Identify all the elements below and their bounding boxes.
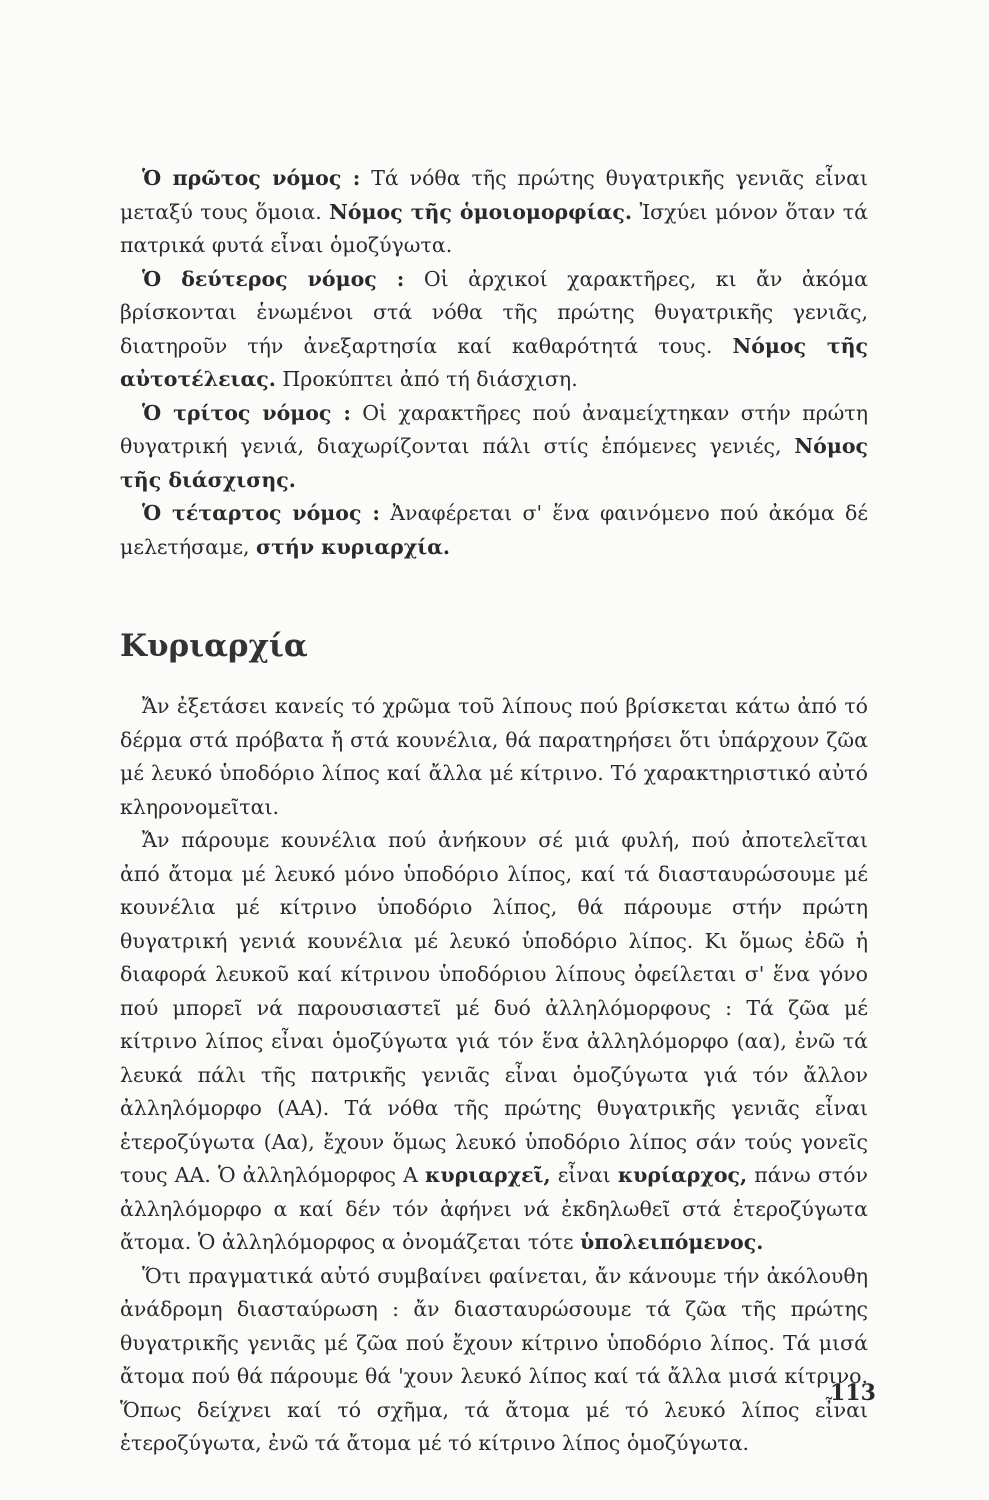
paragraph-2-text-c: εἶναι — [550, 1163, 618, 1187]
paragraph-1: Ἄν ἐξετάσει κανείς τό χρῶμα τοῦ λίπους πού βρίσκεται κάτω ἀπό τό δέρμα στά πρόβατα ἤ στά κουνέλια, θά παρατηρήσει ὅτι ὑπάρχουν ζῶα μέ λευκό ὑποδόριο λίπος καί ἄλλα μέ κίτρινο. Τό χαρακτηριστικό αὐτό κληρονομεῖται. — [120, 694, 868, 819]
law-2-text-2: Προκύπτει ἀπό τή διάσχιση. — [275, 367, 578, 391]
law-3 — [120, 397, 868, 498]
section-heading: Κυριαρχία — [120, 628, 308, 664]
law-1-title: Ὁ πρῶτος νόμος : — [142, 166, 361, 190]
law-4-text: Ἀναφέρεται σ' ἕνα φαινόμενο πού ἀκόμα δέ μελετήσαμε, — [120, 501, 868, 559]
law-2 — [120, 263, 868, 397]
laws-section — [120, 162, 868, 564]
law-4-title: Ὁ τέταρτος νόμος : — [142, 501, 380, 525]
law-2-text: Οἱ ἀρχικοί χαρακτῆρες, κι ἄν ἀκόμα βρίσκονται ἑνωμένοι στά νόθα τῆς πρώτης θυγατρικῆς γενιᾶς, διατηροῦν τήν ἀνεξαρτησία καί καθαρότητά τους. — [120, 266, 868, 358]
term-ypoleipomenos: ὑπολειπόμενος. — [580, 1230, 764, 1254]
page-number: 113 — [830, 1380, 876, 1406]
law-1-text-2: Ἰσχύει μόνον ὅταν τά πατρικά φυτά εἶναι ὁμοζύγωτα. — [120, 199, 868, 257]
law-3-name: Νόμος τῆς διάσχισης. — [120, 434, 868, 492]
law-2-name: Νόμος τῆς αὐτοτέλειας. — [120, 333, 868, 391]
law-2-title: Ὁ δεύτερος νόμος : — [142, 266, 405, 291]
law-1 — [120, 162, 868, 263]
law-3-text: Οἱ χαρακτῆρες πού ἀναμείχτηκαν στήν πρώτη θυγατρική γενιά, διαχωρίζονται πάλι στίς ἑπόμενες γενιές, — [120, 400, 868, 458]
law-1-text: Τά νόθα τῆς πρώτης θυγατρικῆς γενιᾶς εἶναι μεταξύ τους ὅμοια. — [120, 166, 868, 224]
law-3-title: Ὁ τρίτος νόμος : — [142, 400, 351, 425]
paragraph-2 — [120, 824, 868, 1260]
law-4 — [120, 497, 868, 564]
law-1-name: Νόμος τῆς ὁμοιομορφίας. — [329, 199, 633, 224]
term-kyriarchei: κυριαρχεῖ, — [425, 1163, 551, 1187]
law-4-name: στήν κυριαρχία. — [256, 534, 451, 559]
paragraph-2-text-d: πάνω στόν ἀλληλόμορφο α καί δέν τόν ἀφήνει νά ἐκδηλωθεῖ στά ἑτεροζύγωτα ἄτομα. Ὁ ἀλληλόμορφος α ὀνομάζεται τότε — [120, 1163, 868, 1254]
term-kyriarchos: κυρίαρχος, — [617, 1163, 748, 1187]
paragraph-2-text-a: Ἄν πάρουμε κουνέλια πού ἀνήκουν σέ μιά φυλή, πού ἀποτελεῖται ἀπό ἄτομα μέ λευκό μόνο ὑποδόριο λίπος, καί τά διασταυρώσουμε μέ κουνέλια μέ κίτρινο ὑποδόριο λίπος, θά πάρουμε στήν πρώτη θυγατρική γενιά κουνέλια μέ λευκό ὑποδόριο λίπος. Κι ὅμως ἐδῶ ἡ διαφορά λευκοῦ καί κίτρινου ὑποδόριου λίπους ὀφείλεται σ' ἕνα γόνο πού μπορεῖ νά παρουσιαστεῖ μέ δυό ἀλληλόμορφους : Τά ζῶα μέ κίτρινο λίπος εἶναι ὁμοζύγωτα γιά τόν ἕνα ἀλληλόμορφο (αα), ἐνῶ τά λευκά πάλι τῆς πατρικῆς γενιᾶς εἶναι ὁμοζύγωτα γιά τόν ἄλλον ἀλληλόμορφο (ΑΑ). Τά νόθα τῆς πρώτης θυγατρικῆς γενιᾶς εἶναι ἑτεροζύγωτα (Αα), ἔχουν ὅμως λευκό ὑποδόριο λίπος σάν τούς γονεῖς τους ΑΑ. Ὁ ἀλληλόμορφος Α — [120, 828, 868, 1187]
body-section — [120, 690, 868, 1461]
paragraph-3: Ὅτι πραγματικά αὐτό συμβαίνει φαίνεται, ἄν κάνουμε τήν ἀκόλουθη ἀνάδρομη διασταύρωση : ἄν διασταυρώσουμε τά ζῶα τῆς πρώτης θυγατρικῆς γενιᾶς μέ ζῶα πού ἔχουν κίτρινο ὑποδόριο λίπος. Τά μισά ἄτομα πού θά πάρουμε θά 'χουν λευκό λίπος καί τά ἄλλα μισά κίτρινο. Ὅπως δείχνει καί τό σχῆμα, τά ἄτομα μέ τό λευκό λίπος εἶναι ἑτεροζύγωτα, ἐνῶ τά ἄτομα μέ τό κίτρινο λίπος ὁμοζύγωτα. — [120, 1263, 868, 1455]
